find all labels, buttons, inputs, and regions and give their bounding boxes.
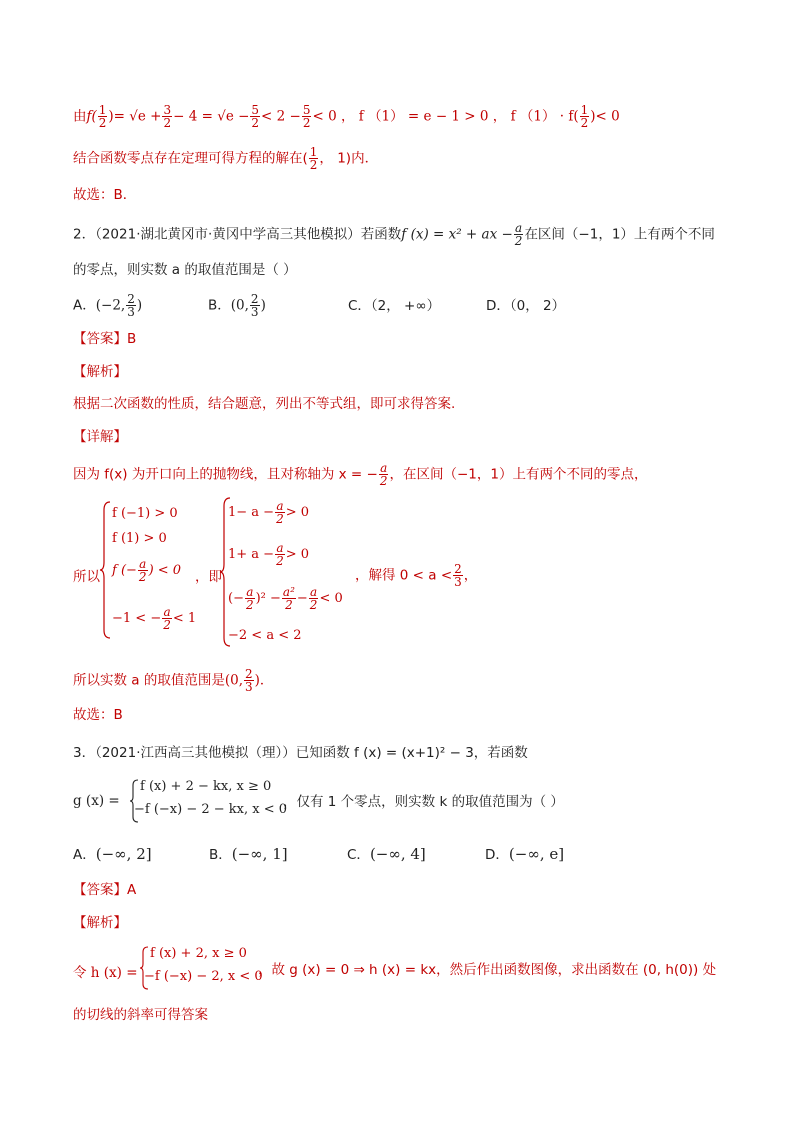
frac-den: 3 — [454, 575, 462, 589]
q2-options — [73, 293, 565, 318]
q2-range-line — [73, 668, 273, 693]
frac-num: a — [139, 557, 147, 571]
fraction — [162, 104, 172, 129]
option-label: A． — [73, 297, 96, 314]
frac-num: 1 — [98, 103, 107, 117]
frac-den: 2 — [276, 512, 284, 526]
h-prefix: 令 h (x) = — [73, 965, 138, 981]
q3-answer-label: 【答案】A — [73, 882, 137, 898]
solution-line-f-half — [73, 104, 620, 129]
g-case-2: −f (−x) − 2 − kx, x < 0 — [134, 802, 288, 817]
frac-num: a — [276, 541, 284, 555]
frac-den: 2 — [309, 158, 318, 172]
fraction — [250, 104, 260, 129]
h-case-2: −f (−x) − 2, x < 0 — [144, 969, 263, 984]
frac-den: 2 — [514, 234, 523, 248]
frac-den: 3 — [127, 305, 135, 319]
option-text: (−∞, 2] — [95, 845, 152, 863]
text-so: 所以 — [73, 569, 100, 585]
math-expr: < 2 − — [261, 108, 301, 125]
fraction — [379, 462, 389, 487]
option-text: (−∞, 1] — [231, 845, 288, 863]
g-case-1: f (x) + 2 − kx, x ≥ 0 — [140, 779, 272, 794]
frac-den: 2 — [251, 116, 260, 130]
h-case-1: f (x) + 2, x ≥ 0 — [150, 946, 247, 961]
math-f: f( — [86, 108, 97, 125]
math-expr: )< 0 — [590, 108, 620, 125]
text: ，在区间（−1，1）上有两个不同的零点， — [389, 466, 648, 483]
text-ji: ，即 — [195, 569, 222, 585]
frac-den: 2 — [302, 116, 311, 130]
option-c: C．（2， +∞） — [348, 297, 441, 314]
fraction — [126, 293, 136, 318]
option-d — [485, 844, 564, 865]
text-prefix: 由 — [73, 108, 87, 125]
math: 1+ a − — [228, 547, 275, 562]
text: 2．（2021·湖北黄冈市·黄冈中学高三其他模拟）若函数 — [73, 226, 402, 243]
solve-result — [355, 563, 477, 588]
q2-detail-line — [73, 462, 647, 487]
ineq2-2 — [228, 542, 309, 567]
text: ， 1)内． — [319, 150, 379, 167]
q2-detail-label: 【详解】 — [73, 429, 127, 445]
option-text: ) — [136, 297, 143, 314]
frac-den: 2 — [285, 598, 293, 612]
math-func: f (x) = x² + ax − — [401, 226, 513, 243]
answer-choice-1: 故选：B． — [73, 187, 137, 203]
frac-den: 2 — [163, 618, 171, 632]
g-piecewise — [130, 778, 288, 824]
frac-num: 5 — [302, 103, 311, 117]
text: ， — [463, 567, 478, 584]
option-label: A． — [73, 847, 96, 863]
option-text: (−∞, e] — [508, 845, 565, 863]
q3-stem-line1: 3．（2021·江西高三其他模拟（理））已知函数 f (x) = (x+1)² − 3，若函数 — [73, 745, 528, 761]
q2-analysis-text: 根据二次函数的性质，结合题意，列出不等式组，即可求得答案. — [73, 396, 456, 412]
text: 因为 f(x) 为开口向上的抛物线，且对称轴为 x = − — [73, 466, 378, 483]
math: 1− a − — [228, 505, 275, 520]
frac-den: 3 — [245, 680, 253, 694]
option-a — [73, 293, 208, 318]
option-c — [347, 844, 485, 865]
option-label: B． — [208, 297, 231, 314]
frac-num: a — [246, 585, 254, 599]
frac-den: 2 — [276, 554, 284, 568]
fraction — [309, 586, 319, 611]
option-a — [73, 844, 209, 865]
math: −1 < − — [112, 611, 162, 626]
q3-analysis-line1: ，故 g (x) = 0 ⇒ h (x) = kx，然后作出函数图像，求出函数在 (0, h(0)) 处 — [258, 962, 717, 978]
math: (− — [228, 591, 244, 606]
frac-num: a — [515, 221, 523, 235]
fraction — [514, 222, 524, 247]
ineq-3 — [112, 558, 181, 583]
q3-stem-line2: ，仅有 1 个零点，则实数 k 的取值范围为（ ） — [283, 794, 564, 810]
text: ，解得 0 < a < — [355, 567, 453, 584]
fraction — [245, 586, 255, 611]
frac-num: 2 — [454, 562, 462, 576]
g-label: g (x) = — [73, 793, 120, 809]
math: )² − — [255, 591, 281, 606]
h-piecewise — [140, 945, 263, 991]
text: 所以实数 a 的取值范围是 — [73, 672, 225, 689]
fraction — [275, 542, 285, 567]
math: < 1 — [172, 611, 197, 626]
option-label: D． — [485, 847, 509, 863]
fraction-half — [98, 104, 108, 129]
option-text: (−∞, 4] — [369, 845, 426, 863]
math-product: f （1） · f( — [510, 108, 579, 125]
frac-den: 2 — [163, 116, 172, 130]
frac-num: 3 — [163, 103, 172, 117]
frac-num: 2 — [250, 292, 259, 306]
q2-stem-line1 — [73, 222, 715, 247]
inequality-system-2 — [220, 496, 360, 648]
q3-analysis-label: 【解析】 — [73, 915, 127, 931]
fraction — [453, 563, 463, 588]
ineq2-4: −2 < a < 2 — [228, 628, 302, 643]
q3-analysis-line2: 的切线的斜率可得答案 — [73, 1007, 208, 1023]
frac-num: 2 — [245, 667, 253, 681]
math-f1: f （1） = e − 1 > 0 ， — [358, 108, 507, 125]
ineq-4 — [112, 606, 196, 631]
inequality-system-1 — [100, 500, 210, 640]
frac-num: a — [163, 605, 171, 619]
fraction — [309, 146, 319, 171]
fraction — [580, 104, 590, 129]
fraction — [162, 606, 172, 631]
option-text: (−2, — [95, 297, 126, 314]
option-label: C． — [347, 847, 370, 863]
frac-den: 2 — [309, 598, 318, 612]
q3-options — [73, 844, 564, 865]
text: 结合函数零点存在定理可得方程的解在( — [73, 150, 308, 167]
math-expr: − 4 = √e − — [173, 108, 250, 125]
fraction — [275, 500, 285, 525]
option-b — [209, 844, 347, 865]
math: )． — [254, 672, 274, 689]
fraction — [302, 104, 312, 129]
math: > 0 — [285, 505, 310, 520]
fraction — [138, 558, 148, 583]
frac-num: 5 — [251, 103, 260, 117]
left-brace-icon — [100, 500, 112, 640]
q2-stem-line2: 的零点，则实数 a 的取值范围是（ ） — [73, 262, 297, 278]
frac-num: a² — [282, 585, 295, 599]
math: − — [296, 591, 308, 606]
q2-answer-label: 【答案】B — [73, 331, 137, 347]
frac-den: 2 — [245, 598, 254, 612]
left-brace-icon — [130, 778, 140, 824]
option-text: (0, — [230, 297, 249, 314]
frac-den: 3 — [250, 305, 259, 319]
frac-num: a — [380, 461, 388, 475]
math: > 0 — [285, 547, 310, 562]
ineq-2: f (1) > 0 — [112, 531, 167, 546]
math-expr: )= √e + — [108, 108, 162, 125]
ineq2-3 — [228, 586, 343, 611]
q2-analysis-label: 【解析】 — [73, 364, 127, 380]
ineq-1: f (−1) > 0 — [112, 506, 178, 521]
frac-num: 1 — [309, 145, 318, 159]
solution-line-conclusion — [73, 146, 378, 171]
fraction — [282, 586, 296, 611]
frac-num: 2 — [127, 292, 135, 306]
math: ) < 0 — [148, 563, 182, 578]
math: < 0 — [319, 591, 343, 606]
math: (0, — [224, 672, 244, 689]
q2-choose: 故选：B — [73, 707, 123, 723]
frac-num: 1 — [580, 103, 589, 117]
fraction — [244, 668, 254, 693]
option-label: B． — [209, 847, 232, 863]
frac-den: 2 — [379, 474, 388, 488]
option-b — [208, 293, 348, 318]
frac-den: 2 — [580, 116, 589, 130]
frac-num: a — [276, 499, 284, 513]
frac-den: 2 — [98, 116, 107, 130]
math-expr: < 0 ， — [312, 108, 355, 125]
left-brace-icon — [140, 945, 150, 991]
text: 在区间（−1，1）上有两个不同 — [524, 226, 715, 243]
frac-num: a — [310, 585, 318, 599]
ineq2-1 — [228, 500, 309, 525]
option-text: ) — [260, 297, 266, 314]
option-d: D．（0， 2） — [486, 297, 566, 314]
frac-den: 2 — [138, 570, 147, 584]
fraction — [250, 293, 260, 318]
math: f (− — [112, 563, 137, 578]
